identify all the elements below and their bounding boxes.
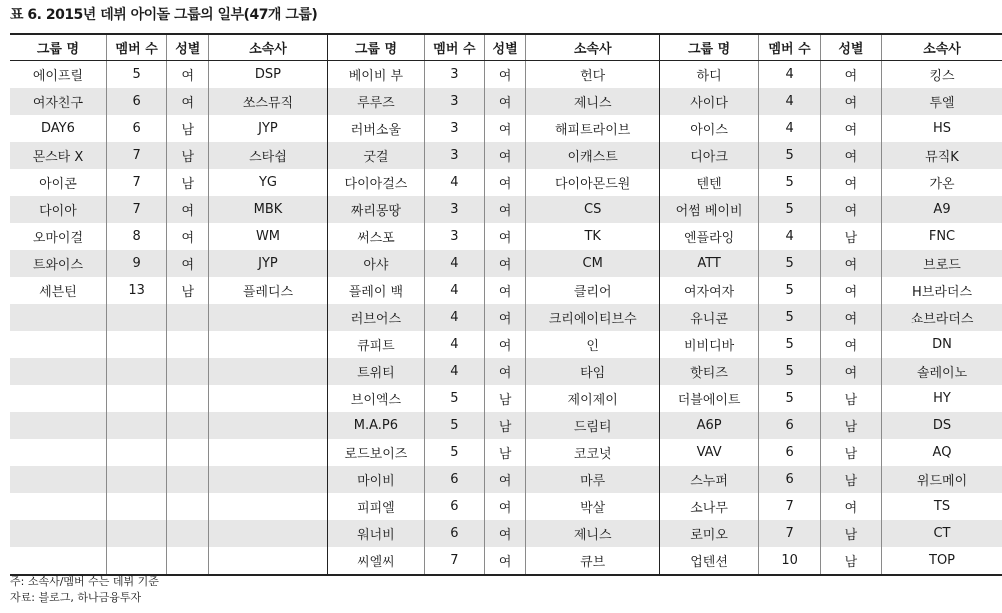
table-row [10,520,1002,547]
table-header-row [10,34,1002,61]
group-name-cell [10,520,106,547]
agency-cell: YG [209,169,328,196]
agency-cell: 박살 [526,493,659,520]
gender-cell: 남 [167,169,209,196]
gender-cell: 여 [167,196,209,223]
agency-cell [209,466,328,493]
gender-cell: 여 [484,466,526,493]
member-count-cell [106,547,167,575]
gender-cell: 남 [484,385,526,412]
agency-cell: 솔레이노 [882,358,1002,385]
group-name-cell: 비비디바 [659,331,758,358]
group-name-cell: 다이아걸스 [327,169,424,196]
agency-cell: A9 [882,196,1002,223]
member-count-cell: 5 [759,277,821,304]
agency-cell [209,385,328,412]
agency-cell: 클리어 [526,277,659,304]
agency-cell: TS [882,493,1002,520]
group-name-cell: 엔플라잉 [659,223,758,250]
header-group-name: 그룹 명 [659,34,758,61]
gender-cell: 남 [820,223,881,250]
gender-cell: 남 [484,439,526,466]
gender-cell: 여 [820,196,881,223]
gender-cell: 여 [484,250,526,277]
group-name-cell [10,412,106,439]
agency-cell: H브라더스 [882,277,1002,304]
table-row [10,358,1002,385]
agency-cell: 인 [526,331,659,358]
group-name-cell: 큐피트 [327,331,424,358]
agency-cell: 헌다 [526,61,659,89]
group-name-cell: 몬스타 X [10,142,106,169]
group-name-cell: 디아크 [659,142,758,169]
gender-cell: 여 [820,88,881,115]
gender-cell: 여 [820,115,881,142]
gender-cell: 남 [484,412,526,439]
agency-cell [209,412,328,439]
group-name-cell [10,331,106,358]
agency-cell: 킹스 [882,61,1002,89]
agency-cell: 브로드 [882,250,1002,277]
member-count-cell: 4 [759,223,821,250]
gender-cell: 여 [820,61,881,89]
agency-cell: 쏘스뮤직 [209,88,328,115]
gender-cell [167,385,209,412]
member-count-cell: 4 [425,277,485,304]
gender-cell: 여 [484,142,526,169]
gender-cell: 여 [820,142,881,169]
member-count-cell: 5 [759,196,821,223]
gender-cell [167,358,209,385]
table-row [10,223,1002,250]
table-row [10,277,1002,304]
gender-cell: 남 [820,520,881,547]
group-name-cell: 트위티 [327,358,424,385]
agency-cell: 제이제이 [526,385,659,412]
member-count-cell: 3 [425,115,485,142]
group-name-cell: 러버소울 [327,115,424,142]
member-count-cell: 3 [425,223,485,250]
table-row [10,142,1002,169]
gender-cell: 남 [820,547,881,575]
group-name-cell: 루루즈 [327,88,424,115]
gender-cell: 여 [484,169,526,196]
table-row [10,466,1002,493]
agency-cell [209,304,328,331]
header-agency: 소속사 [209,34,328,61]
member-count-cell: 4 [425,331,485,358]
group-name-cell: 러브어스 [327,304,424,331]
group-name-cell: 여자친구 [10,88,106,115]
agency-cell: 크리에이티브수 [526,304,659,331]
agency-cell [209,358,328,385]
member-count-cell: 5 [759,304,821,331]
header-member-count: 멤버 수 [425,34,485,61]
group-name-cell: 스누퍼 [659,466,758,493]
agency-cell [209,439,328,466]
member-count-cell [106,520,167,547]
table-row [10,439,1002,466]
group-name-cell: 마이비 [327,466,424,493]
gender-cell: 여 [167,88,209,115]
member-count-cell [106,331,167,358]
agency-cell: CT [882,520,1002,547]
gender-cell [167,412,209,439]
agency-cell: 드림티 [526,412,659,439]
note-basis: 주: 소속사/멤버 수는 데뷔 기준 [10,575,159,588]
gender-cell: 여 [820,493,881,520]
table-row [10,547,1002,575]
agency-cell: 쇼브라더스 [882,304,1002,331]
member-count-cell: 4 [759,115,821,142]
gender-cell: 남 [167,115,209,142]
group-name-cell [10,358,106,385]
gender-cell: 여 [484,61,526,89]
agency-cell: 제니스 [526,88,659,115]
table-row [10,385,1002,412]
group-name-cell: 플레이 백 [327,277,424,304]
gender-cell: 여 [484,358,526,385]
gender-cell: 여 [167,223,209,250]
member-count-cell: 6 [425,520,485,547]
member-count-cell [106,439,167,466]
member-count-cell: 4 [425,304,485,331]
group-name-cell: 트와이스 [10,250,106,277]
agency-cell: JYP [209,250,328,277]
gender-cell: 여 [820,169,881,196]
table-row [10,169,1002,196]
member-count-cell [106,493,167,520]
agency-cell: CS [526,196,659,223]
header-gender: 성별 [167,34,209,61]
agency-cell: MBK [209,196,328,223]
agency-cell [209,493,328,520]
agency-cell: DS [882,412,1002,439]
header-member-count: 멤버 수 [106,34,167,61]
agency-cell: TK [526,223,659,250]
gender-cell: 여 [167,61,209,89]
member-count-cell: 9 [106,250,167,277]
member-count-cell: 6 [759,439,821,466]
member-count-cell: 5 [425,385,485,412]
member-count-cell: 7 [106,169,167,196]
agency-cell: CM [526,250,659,277]
gender-cell: 여 [820,358,881,385]
member-count-cell: 4 [425,169,485,196]
gender-cell [167,304,209,331]
header-agency: 소속사 [526,34,659,61]
gender-cell [167,466,209,493]
member-count-cell: 6 [759,466,821,493]
table-notes [10,574,159,606]
member-count-cell: 7 [759,493,821,520]
agency-cell: DN [882,331,1002,358]
group-name-cell: A6P [659,412,758,439]
member-count-cell: 3 [425,61,485,89]
agency-cell: 이캐스트 [526,142,659,169]
agency-cell: 스타쉽 [209,142,328,169]
member-count-cell: 5 [759,169,821,196]
agency-cell: 가온 [882,169,1002,196]
member-count-cell: 7 [759,520,821,547]
group-name-cell: 세븐틴 [39,285,77,300]
agency-cell: 해피트라이브 [526,115,659,142]
agency-cell: HS [882,115,1002,142]
agency-cell [209,331,328,358]
group-name-cell: 써스포 [327,223,424,250]
gender-cell [167,547,209,575]
group-name-cell: 더블에이트 [659,385,758,412]
agency-cell: 제니스 [526,520,659,547]
gender-cell: 남 [167,277,209,304]
group-name-cell: 사이다 [659,88,758,115]
group-name-cell: M.A.P6 [327,412,424,439]
gender-cell: 여 [820,331,881,358]
member-count-cell: 3 [425,142,485,169]
member-count-cell: 7 [106,142,167,169]
member-count-cell: 4 [425,250,485,277]
member-count-cell: 8 [106,223,167,250]
group-name-cell [10,304,106,331]
group-name-cell: 다이아 [10,196,106,223]
gender-cell [167,439,209,466]
member-count-cell: 4 [759,61,821,89]
table-row [10,493,1002,520]
group-name-cell [10,493,106,520]
header-group-name: 그룹 명 [327,34,424,61]
agency-cell: AQ [882,439,1002,466]
group-name-cell: DAY6 [40,121,75,136]
group-name-cell [10,547,106,575]
gender-cell: 여 [484,88,526,115]
member-count-cell [106,358,167,385]
member-count-cell [106,466,167,493]
group-name-cell: 여자여자 [659,277,758,304]
gender-cell: 남 [820,385,881,412]
member-count-cell [106,385,167,412]
member-count-cell: 5 [425,412,485,439]
table-title: 표 6. 2015년 데뷔 아이돌 그룹의 일부(47개 그룹) [10,7,318,23]
gender-cell: 여 [820,277,881,304]
gender-cell: 여 [484,196,526,223]
header-agency: 소속사 [882,34,1002,61]
agency-cell: 마루 [526,466,659,493]
gender-cell [167,331,209,358]
member-count-cell: 4 [759,88,821,115]
gender-cell: 여 [484,277,526,304]
gender-cell: 여 [820,304,881,331]
table-row [10,331,1002,358]
agency-cell: 큐브 [526,547,659,575]
agency-cell: HY [882,385,1002,412]
header-gender: 성별 [484,34,526,61]
gender-cell: 여 [484,331,526,358]
group-name-cell: VAV [659,439,758,466]
idol-group-table [10,33,1002,576]
member-count-cell: 5 [759,358,821,385]
group-name-cell: 피피엘 [327,493,424,520]
agency-cell: JYP [209,115,328,142]
group-name-cell: 에이프릴 [32,69,84,84]
agency-cell [209,520,328,547]
member-count-cell: 6 [425,493,485,520]
note-source: 자료: 블로그, 하나금융투자 [10,591,142,604]
member-count-cell: 5 [759,331,821,358]
table-row [10,61,1002,89]
group-name-cell: 아이스 [659,115,758,142]
member-count-cell: 4 [425,358,485,385]
gender-cell: 여 [484,547,526,575]
table-row [10,412,1002,439]
group-name-cell: ATT [659,250,758,277]
member-count-cell: 5 [759,385,821,412]
group-name-cell: 아이콘 [39,177,77,192]
agency-cell: 다이아몬드원 [526,169,659,196]
group-name-cell: 워너비 [327,520,424,547]
group-name-cell: 유니콘 [659,304,758,331]
member-count-cell: 6 [759,412,821,439]
group-name-cell [10,466,106,493]
member-count-cell: 5 [759,250,821,277]
table-row [10,196,1002,223]
member-count-cell: 6 [425,466,485,493]
gender-cell: 여 [484,223,526,250]
gender-cell: 남 [167,142,209,169]
group-name-cell: 텐텐 [659,169,758,196]
member-count-cell: 5 [106,61,167,89]
agency-cell: WM [209,223,328,250]
group-name-cell: 핫티즈 [659,358,758,385]
member-count-cell: 5 [425,439,485,466]
gender-cell: 여 [484,520,526,547]
group-name-cell: 베이비 부 [327,61,424,89]
member-count-cell: 13 [106,277,167,304]
gender-cell: 남 [820,412,881,439]
group-name-cell [10,385,106,412]
member-count-cell: 3 [425,196,485,223]
agency-cell [209,547,328,575]
header-group-name: 그룹 명 [10,34,106,61]
agency-cell: 플레디스 [209,277,328,304]
gender-cell: 남 [820,466,881,493]
agency-cell: 뮤직K [882,142,1002,169]
gender-cell: 여 [484,304,526,331]
group-name-cell: 업텐션 [659,547,758,575]
group-name-cell: 굿걸 [327,142,424,169]
group-name-cell: 짜리몽땅 [327,196,424,223]
member-count-cell: 5 [759,142,821,169]
table-row [10,304,1002,331]
agency-cell: 위드메이 [882,466,1002,493]
member-count-cell: 6 [106,115,167,142]
agency-cell: FNC [882,223,1002,250]
gender-cell: 여 [167,250,209,277]
agency-cell: DSP [209,61,328,89]
table-row [10,115,1002,142]
agency-cell: 투엘 [882,88,1002,115]
table-body [10,61,1002,576]
member-count-cell: 6 [106,88,167,115]
gender-cell [167,493,209,520]
member-count-cell: 3 [425,88,485,115]
agency-cell: 타임 [526,358,659,385]
group-name-cell: 아샤 [327,250,424,277]
gender-cell: 여 [820,250,881,277]
agency-cell: TOP [882,547,1002,575]
group-name-cell: 소나무 [659,493,758,520]
group-name-cell: 씨엘씨 [327,547,424,575]
agency-cell: 코코넛 [526,439,659,466]
header-gender: 성별 [820,34,881,61]
table-row [10,88,1002,115]
member-count-cell: 7 [106,196,167,223]
gender-cell [167,520,209,547]
gender-cell: 여 [484,493,526,520]
member-count-cell [106,304,167,331]
member-count-cell: 7 [425,547,485,575]
group-name-cell: 브이엑스 [327,385,424,412]
member-count-cell [106,412,167,439]
table-row [10,250,1002,277]
group-name-cell: 오마이걸 [32,231,84,246]
gender-cell: 남 [820,439,881,466]
header-member-count: 멤버 수 [759,34,821,61]
group-name-cell: 하디 [659,61,758,89]
group-name-cell: 어썸 베이비 [659,196,758,223]
group-name-cell: 로미오 [659,520,758,547]
member-count-cell: 10 [759,547,821,575]
gender-cell: 여 [484,115,526,142]
group-name-cell: 로드보이즈 [327,439,424,466]
group-name-cell [10,439,106,466]
